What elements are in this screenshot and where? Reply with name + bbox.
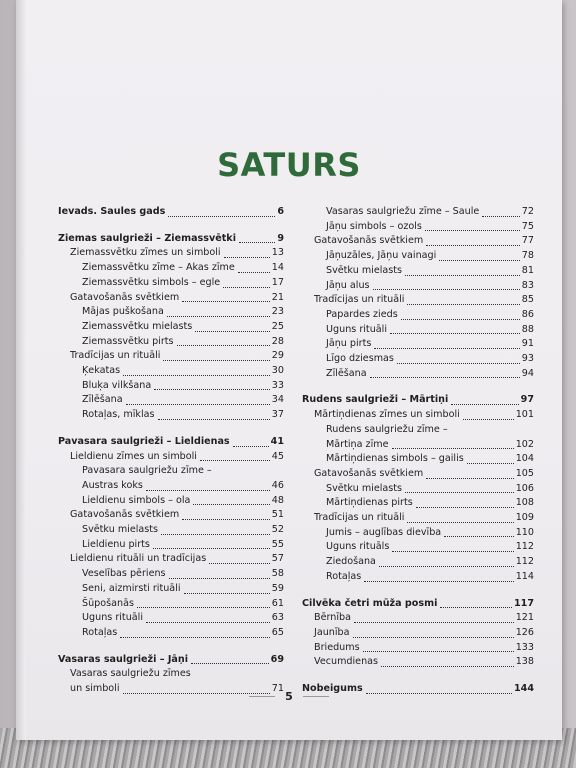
toc-entry <box>58 567 284 582</box>
toc-page-number: 14 <box>271 262 284 274</box>
dot-leader <box>467 463 514 464</box>
toc-entry <box>302 626 534 641</box>
toc-entry-title: Vasaras saulgriežu zīmes <box>70 668 191 680</box>
toc-entry <box>58 408 284 423</box>
toc-entry-title: Svētku mielasts <box>82 524 159 536</box>
dot-leader <box>353 637 514 638</box>
toc-page-number: 83 <box>521 279 534 291</box>
toc-entry <box>58 538 284 553</box>
toc-entry <box>58 626 284 641</box>
toc-entry <box>302 264 534 279</box>
dot-leader <box>416 507 514 508</box>
dot-leader <box>168 216 275 217</box>
toc-entry-title: Ziemassvētku zīme – Akas zīme <box>82 262 235 274</box>
toc-entry <box>302 452 534 467</box>
page-title: SATURS <box>217 146 361 184</box>
toc-entry-title: un simboli <box>70 683 120 695</box>
toc-chapter-heading <box>58 435 284 450</box>
dot-leader <box>182 519 270 520</box>
toc-entry-title: Jāņuzāles, Jāņu vainagi <box>326 250 437 262</box>
dot-leader <box>392 448 514 449</box>
toc-page-number: 81 <box>521 264 534 276</box>
toc-entry-title: Jumis – auglības dievība <box>326 526 442 538</box>
toc-entry-title: Ķekatas <box>82 365 121 377</box>
dot-leader <box>238 272 270 273</box>
toc-entry <box>302 526 534 541</box>
toc-section <box>58 232 284 423</box>
dot-leader <box>374 348 519 349</box>
toc-entry <box>302 555 534 570</box>
toc-page-number: 34 <box>271 394 284 406</box>
toc-page-number: 13 <box>271 247 284 259</box>
toc-entry <box>58 582 284 597</box>
toc-section <box>58 205 284 220</box>
toc-entry-title: Gatavošanās svētkiem <box>70 291 180 303</box>
toc-entry <box>58 261 284 276</box>
dot-leader <box>425 230 520 231</box>
toc-entry <box>302 438 534 453</box>
toc-page-number: 114 <box>515 570 534 582</box>
toc-page-number: 29 <box>271 350 284 362</box>
toc-entry <box>302 540 534 555</box>
toc-page-number: 30 <box>271 365 284 377</box>
dot-leader <box>209 563 270 564</box>
toc-entry-title: Jāņu simbols – ozols <box>326 220 422 232</box>
toc-page-number: 108 <box>515 497 534 509</box>
toc-page-number: 86 <box>521 308 534 320</box>
toc-page-number: 69 <box>270 653 284 665</box>
toc-entry <box>58 450 284 465</box>
toc-entry <box>58 552 284 567</box>
toc-page-number: 102 <box>515 438 534 450</box>
dot-leader <box>482 216 519 217</box>
toc-left-column <box>58 205 284 709</box>
dot-leader <box>407 304 519 305</box>
toc-entry <box>302 337 534 352</box>
toc-page-number: 17 <box>271 276 284 288</box>
toc-entry <box>58 479 284 494</box>
toc-entry-title: Rotaļas <box>326 570 362 582</box>
toc-page-number: 93 <box>521 353 534 365</box>
dot-leader <box>120 637 269 638</box>
toc-entry-title: Zīlēšana <box>82 394 123 406</box>
toc-entry-title: Pavasara saulgriežu zīme – <box>82 465 212 477</box>
toc-entry <box>302 408 534 423</box>
toc-entry-title: Mārtiņdienas pirts <box>326 497 413 509</box>
dot-leader <box>169 578 270 579</box>
toc-page-number: 117 <box>513 597 534 609</box>
toc-entry <box>58 364 284 379</box>
toc-entry-title: Mārtiņdienas simbols – gailis <box>326 453 464 465</box>
toc-entry-title: Ziemassvētku mielasts <box>82 320 193 332</box>
toc-entry-title: Šūpošanās <box>82 597 134 609</box>
toc-entry-title: Gatavošanās svētkiem <box>314 467 424 479</box>
dot-leader <box>224 257 270 258</box>
toc-page-number: 109 <box>515 512 534 524</box>
toc-entry-title: Tradīcijas un rituāli <box>70 350 161 362</box>
toc-entry-title: Jāņu alus <box>326 279 370 291</box>
toc-entry-title: Vasaras saulgrieži – Jāņi <box>58 653 189 665</box>
dot-leader <box>163 360 269 361</box>
toc-entry-title: Uguns rituāli <box>326 323 387 335</box>
dot-leader <box>137 607 270 608</box>
footer-rule-right <box>303 696 329 697</box>
dot-leader <box>373 289 520 290</box>
toc-page-number: 37 <box>271 409 284 421</box>
toc-entry-title: Papardes zieds <box>326 308 398 320</box>
dot-leader <box>364 581 513 582</box>
toc-page-number: 126 <box>515 626 534 638</box>
toc-page-number: 121 <box>515 612 534 624</box>
dot-leader <box>239 242 275 243</box>
toc-page-number: 55 <box>271 538 284 550</box>
toc-entry-title: Cilvēka četri mūža posmi <box>302 597 438 609</box>
toc-page-number: 59 <box>271 582 284 594</box>
toc-right-column <box>302 205 534 709</box>
dot-leader <box>439 260 519 261</box>
toc-entry <box>302 323 534 338</box>
toc-page-number: 110 <box>515 526 534 538</box>
dot-leader <box>158 419 270 420</box>
toc-entry <box>302 570 534 585</box>
dot-leader <box>177 345 270 346</box>
toc-entry-title: Uguns rituāls <box>326 541 390 553</box>
toc-entry-title: Bērnība <box>314 612 351 624</box>
toc-page-number: 104 <box>515 453 534 465</box>
page-footer <box>16 690 562 703</box>
toc-entry <box>302 482 534 497</box>
toc-entry-title: Mārtiņa zīme <box>326 438 389 450</box>
toc-entry <box>58 611 284 626</box>
toc-entry-title: Bluķa vilkšana <box>82 379 152 391</box>
toc-page-number: 23 <box>271 306 284 318</box>
toc-page-number: 52 <box>271 524 284 536</box>
dot-leader <box>381 666 514 667</box>
toc-entry-title: Rudens saulgriežu zīme – <box>326 423 448 435</box>
toc-entry-title: Svētku mielasts <box>326 482 403 494</box>
toc-page-number: 41 <box>270 435 284 447</box>
toc-entry <box>58 291 284 306</box>
toc-page-number: 91 <box>521 338 534 350</box>
dot-leader <box>161 534 270 535</box>
toc-entry <box>58 246 284 261</box>
toc-page-number: 25 <box>271 320 284 332</box>
toc-entry <box>302 205 534 220</box>
dot-leader <box>153 548 270 549</box>
toc-entry-title: Pavasara saulgrieži – Lieldienas <box>58 435 230 447</box>
toc-page-number: 77 <box>521 235 534 247</box>
toc-entry-title: Lieldienu rituāli un tradīcijas <box>70 553 207 565</box>
toc-chapter-heading <box>302 597 534 612</box>
toc-entry-title: Ziemassvētku simbols – egle <box>82 276 221 288</box>
dot-leader <box>401 319 520 320</box>
dot-leader <box>363 651 514 652</box>
toc-entry-title: Svētku mielasts <box>326 264 403 276</box>
toc-entry-title: Vecumdienas <box>314 656 379 668</box>
toc-entry-title: Jaunība <box>314 626 350 638</box>
toc-chapter-heading <box>58 205 284 220</box>
toc-entry-title: Lieldienu zīmes un simboli <box>70 450 197 462</box>
toc-section <box>302 205 534 381</box>
toc-entry-title: Ievads. Saules gads <box>58 206 166 217</box>
toc-entry <box>58 494 284 509</box>
toc-entry-title: Seni, aizmirsti rituāli <box>82 582 181 594</box>
book-page <box>16 0 562 740</box>
toc-entry <box>58 335 284 350</box>
dot-leader <box>405 275 520 276</box>
page-number: 5 <box>285 690 293 703</box>
toc-page-number: 33 <box>271 379 284 391</box>
toc-entry <box>58 523 284 538</box>
toc-entry <box>58 393 284 408</box>
dot-leader <box>405 492 514 493</box>
dot-leader <box>195 331 269 332</box>
toc-page-number: 105 <box>515 467 534 479</box>
toc-entry-title: Lieldienu simbols – ola <box>82 494 191 506</box>
toc-entry <box>58 305 284 320</box>
toc-entry <box>302 655 534 670</box>
dot-leader <box>379 566 514 567</box>
toc-entry-title: Austras koks <box>82 479 143 491</box>
toc-entry-title: Zīlēšana <box>326 367 367 379</box>
dot-leader <box>463 419 514 420</box>
toc-entry <box>302 641 534 656</box>
toc-entry <box>302 511 534 526</box>
toc-page-number: 65 <box>271 626 284 638</box>
dot-leader <box>182 301 270 302</box>
toc-section <box>302 393 534 584</box>
dot-leader <box>146 622 270 623</box>
toc-entry-title: Mārtiņdienas zīmes un simboli <box>314 409 460 421</box>
toc-entry-title: Rotaļas, mīklas <box>82 409 155 421</box>
toc-page-number: 112 <box>515 541 534 553</box>
toc-entry <box>302 220 534 235</box>
toc-page-number: 45 <box>271 450 284 462</box>
toc-entry-title: Tradīcijas un rituāli <box>314 512 405 524</box>
toc-page-number: 133 <box>515 641 534 653</box>
dot-leader <box>426 245 520 246</box>
toc-entry <box>302 352 534 367</box>
toc-entry-title: Rotaļas <box>82 626 118 638</box>
toc-page-number: 112 <box>515 556 534 568</box>
toc-entry-title: Gatavošanās svētkiem <box>314 235 424 247</box>
toc-page-number: 138 <box>515 656 534 668</box>
toc-page-number: 78 <box>521 250 534 262</box>
toc-page-number: 97 <box>520 394 534 406</box>
dot-leader <box>233 446 269 447</box>
toc-entry-title: Ziemassvētku zīmes un simboli <box>70 247 221 259</box>
dot-leader <box>167 316 270 317</box>
toc-entry <box>302 496 534 511</box>
toc-entry-title: Ziedošana <box>326 556 376 568</box>
toc-entry-title: Mājas puškošana <box>82 306 164 318</box>
toc-entry <box>302 611 534 626</box>
dot-leader <box>407 522 513 523</box>
toc-page-number: 51 <box>271 509 284 521</box>
page-spine-shadow <box>16 0 26 740</box>
dot-leader <box>200 460 270 461</box>
toc-page-number: 57 <box>271 553 284 565</box>
toc-entry-title: Jāņu pirts <box>326 338 372 350</box>
toc-page-number: 28 <box>271 335 284 347</box>
dot-leader <box>154 389 270 390</box>
toc-entry-title: Briedums <box>314 641 360 653</box>
toc-entry <box>58 597 284 612</box>
toc-page-number: 21 <box>271 291 284 303</box>
toc-entry <box>58 276 284 291</box>
toc-chapter-heading <box>302 393 534 408</box>
toc-entry <box>58 379 284 394</box>
toc-entry-title: Nobeigums <box>302 683 363 695</box>
dot-leader <box>370 377 520 378</box>
toc-entry <box>302 308 534 323</box>
dot-leader <box>223 287 270 288</box>
toc-entry <box>58 349 284 364</box>
toc-entry <box>302 423 534 438</box>
toc-entry <box>302 367 534 382</box>
footer-rule-left <box>249 696 275 697</box>
toc-page-number: 144 <box>513 683 534 695</box>
dot-leader <box>146 490 270 491</box>
toc-page-number: 85 <box>521 294 534 306</box>
dot-leader <box>193 504 269 505</box>
toc-entry-title: Veselības pēriens <box>82 568 166 580</box>
toc-page-number: 6 <box>277 206 284 217</box>
toc-page-number: 9 <box>277 232 284 244</box>
toc-entry <box>58 667 284 682</box>
toc-entry-title: Gatavošanās svētkiem <box>70 509 180 521</box>
toc-entry <box>302 249 534 264</box>
toc-entry <box>302 279 534 294</box>
toc-entry-title: Rudens saulgrieži – Mārtiņi <box>302 394 449 406</box>
toc-entry <box>302 293 534 308</box>
dot-leader <box>426 478 513 479</box>
toc-entry <box>58 464 284 479</box>
toc-page-number: 101 <box>515 409 534 421</box>
dot-leader <box>126 404 270 405</box>
dot-leader <box>451 404 518 405</box>
toc-entry <box>302 467 534 482</box>
toc-section <box>302 597 534 671</box>
toc-page-number: 72 <box>521 206 534 217</box>
dot-leader <box>392 551 513 552</box>
toc-chapter-heading <box>58 232 284 247</box>
toc-page-number: 71 <box>271 683 284 695</box>
toc-entry-title: Lieldienu pirts <box>82 538 150 550</box>
toc-page-number: 75 <box>521 220 534 232</box>
dot-leader <box>390 333 520 334</box>
toc-page-number: 46 <box>271 479 284 491</box>
toc-chapter-heading <box>58 653 284 668</box>
toc-section <box>58 435 284 641</box>
toc-entry <box>302 234 534 249</box>
toc-page-number: 61 <box>271 597 284 609</box>
dot-leader <box>191 663 269 664</box>
toc-page-number: 88 <box>521 323 534 335</box>
toc-page-number: 48 <box>271 494 284 506</box>
toc-page-number: 94 <box>521 367 534 379</box>
dot-leader <box>444 536 514 537</box>
dot-leader <box>354 622 514 623</box>
toc-entry <box>58 320 284 335</box>
toc-entry <box>58 508 284 523</box>
toc-page-number: 58 <box>271 568 284 580</box>
toc-page-number: 63 <box>271 612 284 624</box>
toc-entry-title: Uguns rituāli <box>82 612 143 624</box>
toc-entry-title: Līgo dziesmas <box>326 353 394 365</box>
toc-entry-title: Ziemassvētku pirts <box>82 335 174 347</box>
dot-leader <box>184 593 270 594</box>
dot-leader <box>440 607 512 608</box>
toc-entry-title: Ziemas saulgrieži – Ziemassvētki <box>58 232 236 244</box>
toc-entry-title: Vasaras saulgriežu zīme – Saule <box>326 206 480 217</box>
dot-leader <box>123 375 270 376</box>
toc-entry-title: Tradīcijas un rituāli <box>314 294 405 306</box>
dot-leader <box>397 363 520 364</box>
toc-page-number: 106 <box>515 482 534 494</box>
